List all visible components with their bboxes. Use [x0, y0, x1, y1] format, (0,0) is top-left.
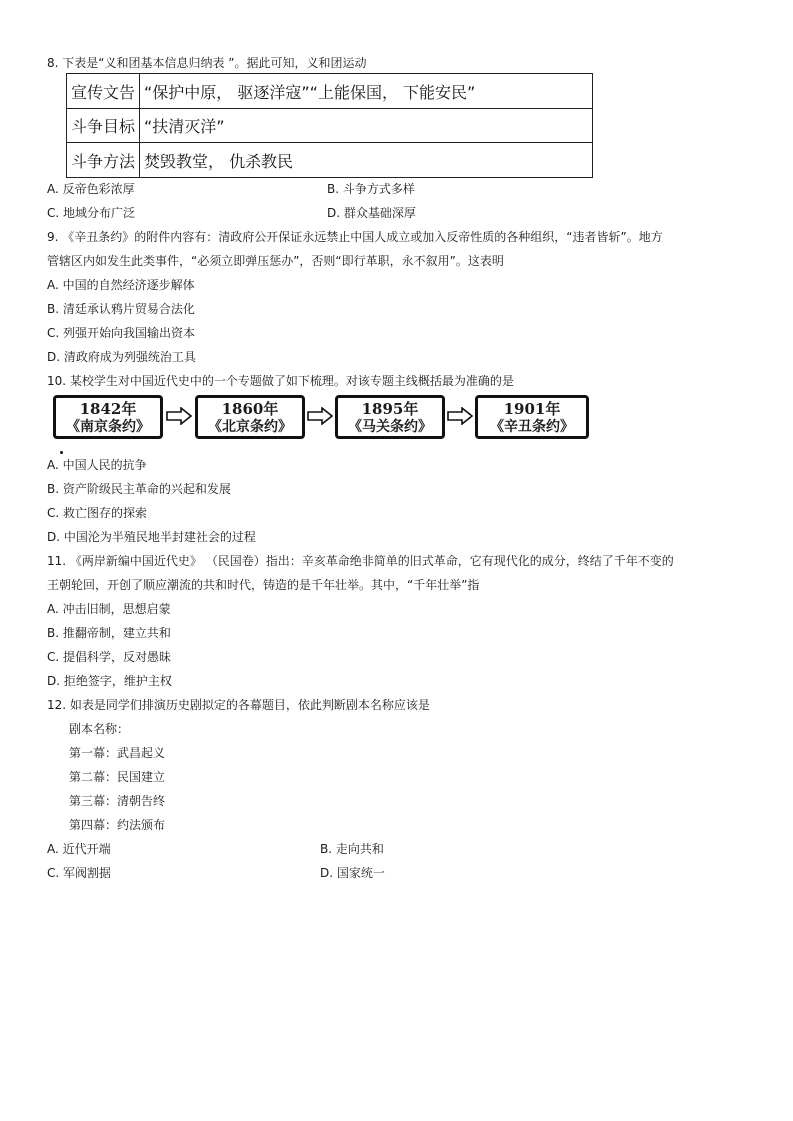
act-line-1: 第一幕：武昌起义 — [69, 746, 166, 760]
flow-box-1901 — [475, 395, 589, 439]
q12-stem: 12. 如表是同学们排演历史剧拟定的各幕题目，依此判断剧本名称应该是 — [47, 698, 430, 712]
q12-option-a[interactable]: A. 近代开端 — [47, 842, 111, 856]
q8-option-b[interactable]: B. 斗争方式多样 — [327, 182, 415, 196]
flow-treaty: 《北京条约》 — [208, 419, 292, 435]
table-key: 斗争目标 — [67, 109, 140, 143]
q10-option-b[interactable]: B. 资产阶级民主革命的兴起和发展 — [47, 482, 231, 496]
arrow-right-icon — [447, 407, 473, 425]
flow-box-1860 — [195, 395, 305, 439]
q9-option-c[interactable]: C. 列强开始向我国输出资本 — [47, 326, 196, 340]
flow-year: 1901年 — [503, 400, 561, 418]
q8-option-d[interactable]: D. 群众基础深厚 — [327, 206, 416, 220]
table-row — [67, 143, 593, 178]
table-key: 斗争方法 — [67, 143, 140, 178]
q10-option-d[interactable]: D. 中国沦为半殖民地半封建社会的过程 — [47, 530, 256, 544]
flow-treaty: 《马关条约》 — [348, 419, 432, 435]
flow-box-1842 — [53, 395, 163, 439]
bullet-dot-icon — [60, 451, 63, 454]
flow-year: 1895年 — [361, 400, 419, 418]
flow-box-1895 — [335, 395, 445, 439]
arrow-right-icon — [166, 407, 192, 425]
q9-stem-line1: 9. 《辛丑条约》的附件内容有：清政府公开保证永远禁止中国人成立或加入反帝性质的各种组织，“违者皆斩”。地方 — [47, 230, 663, 244]
flow-year: 1842年 — [79, 400, 137, 418]
q10-option-a[interactable]: A. 中国人民的抗争 — [47, 458, 147, 472]
table-key: 宣传文告 — [67, 74, 140, 109]
q9-option-a[interactable]: A. 中国的自然经济逐步解体 — [47, 278, 195, 292]
arrow-right-icon — [307, 407, 333, 425]
table-value: “扶清灭洋” — [140, 109, 593, 143]
q12-option-b[interactable]: B. 走向共和 — [320, 842, 384, 856]
q10-option-c[interactable]: C. 救亡图存的探索 — [47, 506, 148, 520]
table-row — [67, 109, 593, 143]
table-value: “保护中原， 驱逐洋寇”“上能保国， 下能安民” — [140, 74, 593, 109]
treaty-flow-diagram — [53, 393, 593, 445]
q8-stem: 8. 下表是“义和团基本信息归纳表 ”。据此可知，义和团运动 — [47, 56, 367, 70]
flow-treaty: 《辛丑条约》 — [490, 419, 574, 435]
act-line-2: 第二幕：民国建立 — [69, 770, 166, 784]
flow-treaty: 《南京条约》 — [66, 419, 150, 435]
q11-option-d[interactable]: D. 拒绝签字，维护主权 — [47, 674, 172, 688]
q12-option-c[interactable]: C. 军阀割据 — [47, 866, 112, 880]
q8-option-c[interactable]: C. 地域分布广泛 — [47, 206, 136, 220]
q8-option-a[interactable]: A. 反帝色彩浓厚 — [47, 182, 135, 196]
act-line-3: 第三幕：清朝告终 — [69, 794, 166, 808]
flow-year: 1860年 — [221, 400, 279, 418]
q12-option-d[interactable]: D. 国家统一 — [320, 866, 385, 880]
q10-stem: 10. 某校学生对中国近代史中的一个专题做了如下梳理。对该专题主线概括最为准确的是 — [47, 374, 514, 388]
table-row — [67, 74, 593, 109]
q11-option-b[interactable]: B. 推翻帝制，建立共和 — [47, 626, 171, 640]
act-line-4: 第四幕：约法颁布 — [69, 818, 166, 832]
table-value: 焚毁教堂， 仇杀教民 — [140, 143, 593, 178]
script-title-line: 剧本名称： — [69, 722, 130, 736]
q11-stem-line2: 王朝轮回，开创了顺应潮流的共和时代，铸造的是千年壮举。其中，“千年壮举”指 — [47, 578, 480, 592]
q8-info-table — [66, 73, 593, 178]
q11-stem-line1: 11. 《两岸新编中国近代史》 （民国卷）指出：辛亥革命绝非简单的旧式革命，它有现代化的成分，终结了千年不变的 — [47, 554, 674, 568]
q9-stem-line2: 管辖区内如发生此类事件，“必须立即弹压惩办”，否则“即行革职，永不叙用”。这表明 — [47, 254, 504, 268]
q9-option-d[interactable]: D. 清政府成为列强统治工具 — [47, 350, 196, 364]
q9-option-b[interactable]: B. 清廷承认鸦片贸易合法化 — [47, 302, 195, 316]
q11-option-a[interactable]: A. 冲击旧制，思想启蒙 — [47, 602, 171, 616]
q11-option-c[interactable]: C. 提倡科学，反对愚昧 — [47, 650, 172, 664]
